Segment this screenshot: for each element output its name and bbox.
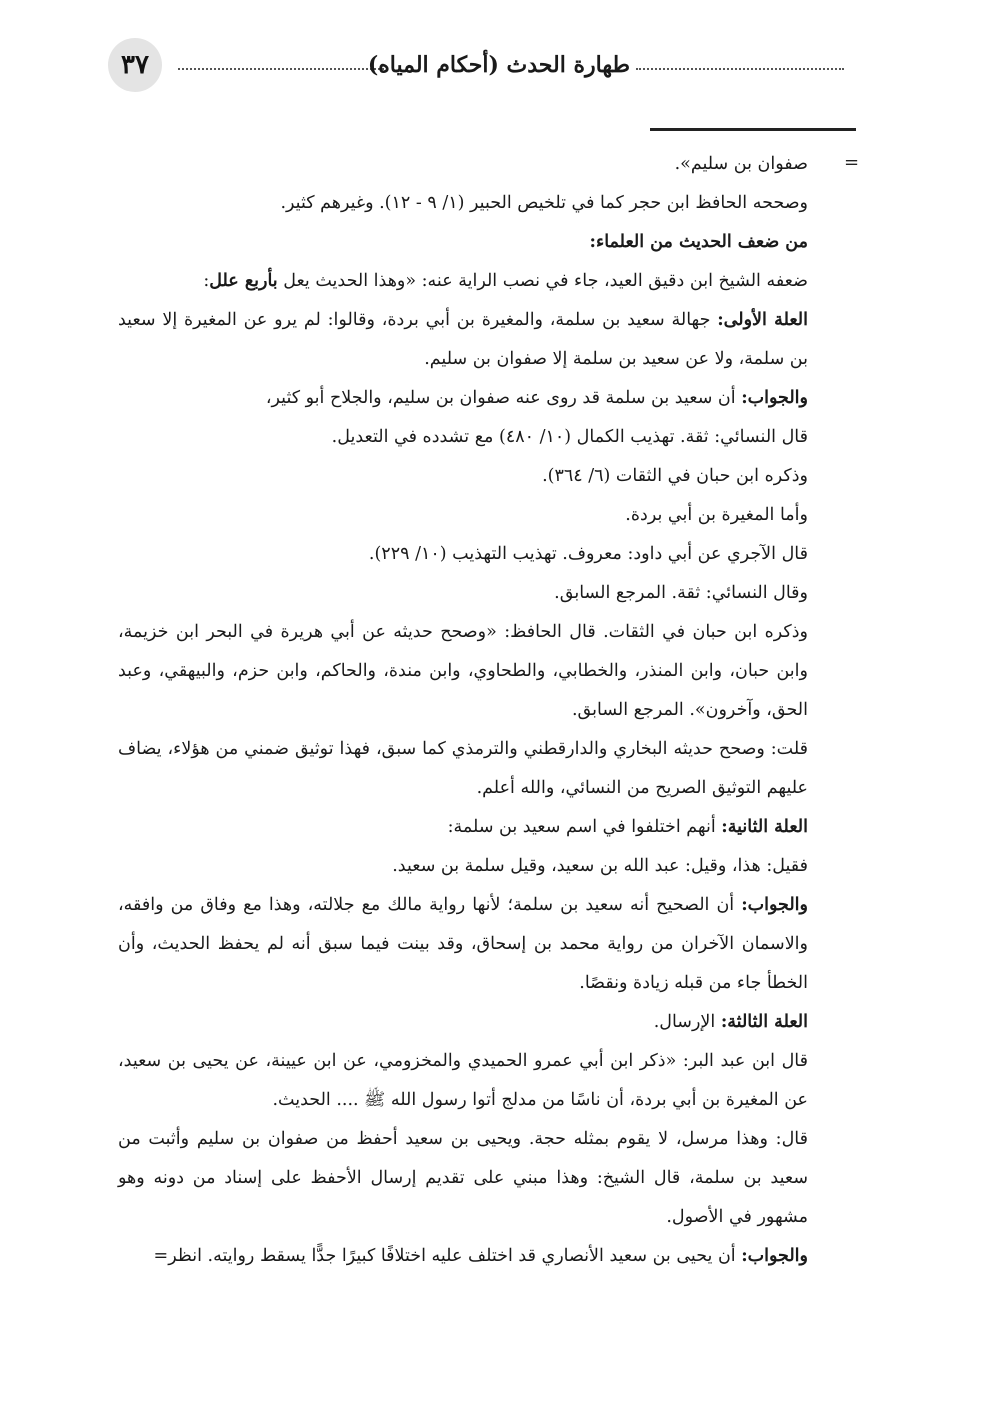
text-paragraph: والجواب: أن الصحيح أنه سعيد بن سلمة؛ لأنها رواية مالك مع جلالته، وهذا مع وفاق من وافقه، والاسمان الآخران من رواية محمد بن إسحاق، وقد بينت فيما سبق أنه لم يحفظ الحديث، وأن الخطأ جاء من قبله زيادة ونقصًا. <box>118 895 808 993</box>
text-line: وذكره ابن حبان في الثقات (٦/ ٣٦٤). <box>542 466 808 486</box>
text-line: العلة الثانية: أنهم اختلفوا في اسم سعيد بن سلمة: <box>447 817 808 837</box>
text-line: العلة الثالثة: الإرسال. <box>653 1012 808 1032</box>
page-header <box>108 38 848 96</box>
text-line: وأما المغيرة بن أبي بردة. <box>625 505 808 525</box>
text-line: فقيل: هذا، وقيل: عبد الله بن سعيد، وقيل سلمة بن سعيد. <box>392 856 808 876</box>
footnote-separator-rule <box>650 128 856 131</box>
header-dotted-leader-left <box>178 68 384 70</box>
section-heading: من ضعف الحديث من العلماء: <box>589 232 808 252</box>
text-line: ضعفه الشيخ ابن دقيق العيد، جاء في نصب الراية عنه: «وهذا الحديث يعل بأربع علل: <box>203 271 808 291</box>
running-title: طهارة الحدث (أحكام المياه) <box>367 52 630 78</box>
footnote-continuation-mark: = <box>844 152 860 173</box>
text-line: قال الآجري عن أبي داود: معروف. تهذيب التهذيب (١٠/ ٢٢٩). <box>368 544 808 564</box>
text-paragraph: قال: وهذا مرسل، لا يقوم بمثله حجة. ويحيى بن سعيد أحفظ من صفوان بن سليم وأثبت من سعيد بن سلمة، قال الشيخ: وهذا مبني على تقديم إرسال الأحفظ على إسناد من دونه وهو مشهور في الأصول. <box>118 1129 808 1227</box>
text-line: قال النسائي: ثقة. تهذيب الكمال (١٠/ ٤٨٠) مع تشدده في التعديل. <box>331 427 808 447</box>
text-paragraph: قال ابن عبد البر: «ذكر ابن أبي عمرو الحميدي والمخزومي، عن ابن عيينة، عن يحيى بن سعيد، عن المغيرة بن أبي بردة، أن ناسًا من مدلج أتوا رسول الله ﷺ .... الحديث. <box>118 1051 808 1110</box>
text-line: والجواب: أن سعيد بن سلمة قد روى عنه صفوان بن سليم، والجلاح أبو كثير، <box>265 388 808 408</box>
page-number: ٣٧ <box>121 50 149 80</box>
text-line: صفوان بن سليم». <box>674 154 808 174</box>
text-line: وصححه الحافظ ابن حجر كما في تلخيص الحبير (١/ ٩ - ١٢). وغيرهم كثير. <box>280 193 808 213</box>
page-number-badge <box>108 38 162 92</box>
text-paragraph: قلت: وصحح حديثه البخاري والدارقطني والترمذي كما سبق، فهذا توثيق ضمني من هؤلاء، يضاف عليهم التوثيق الصريح من النسائي، والله أعلم. <box>118 739 808 798</box>
text-paragraph: وذكره ابن حبان في الثقات. قال الحافظ: «وصحح حديثه عن أبي هريرة في البحر ابن خزيمة، وابن حبان، وابن المنذر، والخطابي، والطحاوي، وابن مندة، والحاكم، وابن حزم، والبيهقي، وعبد الحق، وآخرون». المرجع السابق. <box>118 622 808 720</box>
header-dotted-leader-right <box>636 68 844 70</box>
footnote-body <box>118 145 808 1276</box>
text-paragraph: العلة الأولى: جهالة سعيد بن سلمة، والمغيرة بن أبي بردة، وقالوا: لم يرو عن المغيرة إلا سعيد بن سلمة، ولا عن سعيد بن سلمة إلا صفوان بن سليم. <box>118 310 808 369</box>
text-line: والجواب: أن يحيى بن سعيد الأنصاري قد اختلف عليه اختلافًا كبيرًا جدًّا يسقط روايته. انظر= <box>153 1246 808 1266</box>
text-line: وقال النسائي: ثقة. المرجع السابق. <box>554 583 808 603</box>
